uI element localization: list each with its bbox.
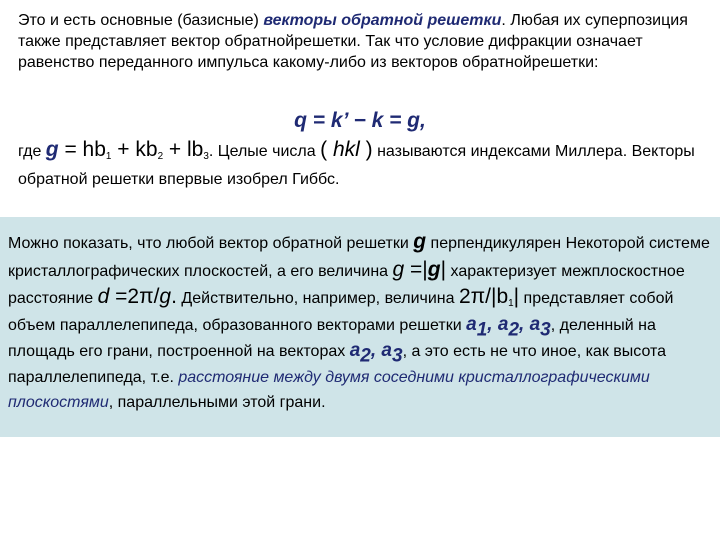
formula-volume: 2π/|b — [458, 285, 509, 308]
text: Действительно, например, величина — [176, 290, 459, 307]
text: , параллельными этой грани. — [108, 394, 326, 411]
symbol-g: g — [45, 138, 59, 161]
subscript: 2 — [157, 150, 164, 162]
text: , а это есть не что иное, как высота параллелепипеда, т.е. — [8, 343, 667, 386]
formula-part: =2π/ — [109, 285, 160, 308]
symbol-g: g — [392, 257, 405, 281]
comma: , — [487, 313, 498, 335]
comma: , — [519, 313, 530, 335]
symbol-d: d — [97, 285, 110, 308]
symbol-g: g — [413, 230, 427, 253]
text: характеризует межплоскостное расстояние — [8, 262, 685, 307]
text: Можно показать, что любой вектор обратной решетки — [8, 235, 414, 252]
text: . Целые числа — [208, 143, 321, 160]
text: называются индексами Миллера. Векторы обратной решетки впервые изобрел Гиббс. — [18, 143, 695, 188]
formula-part: =| — [404, 257, 428, 281]
vector-a: a — [466, 313, 477, 335]
vector-a: a — [381, 340, 392, 361]
formula-part: + kb — [111, 138, 158, 161]
text: Это и есть основные (базисные) — [18, 12, 264, 29]
subscript: 1 — [105, 150, 112, 162]
vector-a: a — [529, 313, 541, 335]
symbol-g: g — [159, 285, 172, 308]
formula-part: + lb — [163, 138, 204, 161]
text: представляет собой объем параллелепипеда, образованного векторами решетки — [8, 290, 674, 334]
highlight-box-text — [8, 229, 714, 416]
paren: ) — [359, 138, 373, 161]
paren: ( — [320, 138, 333, 161]
diffraction-condition-formula: q = k’ − k = g, — [294, 109, 426, 132]
symbol-g-vector: g — [427, 257, 441, 281]
miller-indices-hkl: hkl — [332, 138, 360, 161]
text: . Любая их суперпозиция также представляет вектор обратнойрешетки. Так что условие дифракции означает равенство переданного импульса какому-либо из векторов обратнойрешетки: — [18, 12, 688, 71]
text: перпендикулярен Некоторой системе кристаллографических плоскостей, а его величина — [8, 235, 710, 280]
subscript: 1 — [476, 319, 488, 341]
highlight-box — [0, 217, 720, 437]
subscript: 2 — [508, 319, 520, 341]
subscript: 3 — [203, 150, 209, 162]
comma: , — [370, 340, 382, 361]
vector-a: a — [497, 313, 509, 335]
term-interplanar-distance: расстояние между двумя соседними кристаллографическими плоскостями — [8, 368, 650, 411]
vector-a: a — [349, 340, 361, 361]
subscript: 3 — [540, 319, 551, 341]
formula-part: | — [513, 285, 520, 308]
formula-part: = hb — [58, 138, 106, 161]
text: где — [18, 143, 46, 160]
subscript: 2 — [360, 345, 371, 367]
subscript: 1 — [508, 297, 514, 309]
formula-part: | — [440, 257, 447, 281]
term-reciprocal-lattice-vectors: векторы обратной решетки — [263, 12, 502, 29]
formula-part: . — [171, 285, 177, 308]
paragraph-basis-vectors — [18, 10, 702, 73]
paragraph-miller-indices — [18, 136, 708, 194]
subscript: 3 — [391, 345, 403, 367]
text: , деленный на площадь его грани, построенной на векторах — [8, 316, 656, 360]
